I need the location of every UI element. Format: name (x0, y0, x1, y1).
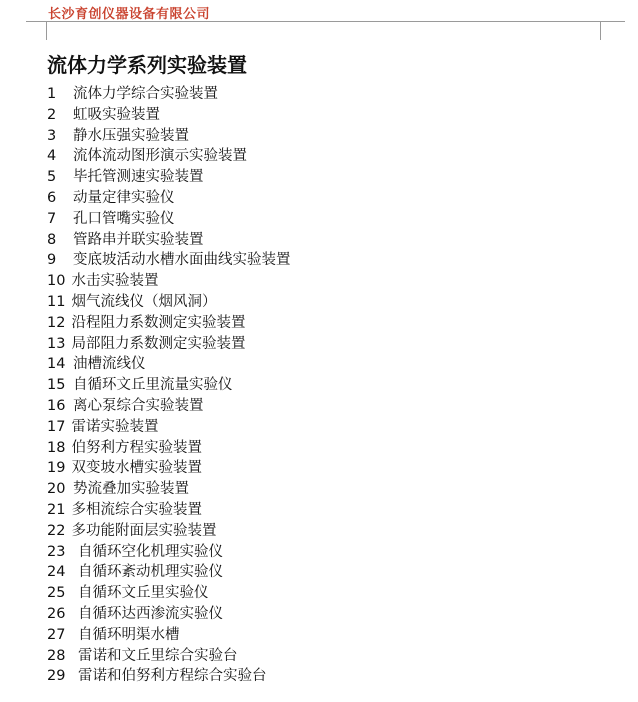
item-number: 4 (47, 148, 57, 165)
item-text: 多相流综合实验装置 (71, 501, 202, 518)
list-item (47, 458, 291, 479)
item-number: 27 (47, 626, 66, 643)
item-number: 1 (47, 86, 57, 102)
list-item (47, 250, 291, 271)
item-number: 16 (47, 397, 66, 414)
list-item (47, 438, 291, 459)
item-number: 29 (47, 668, 66, 685)
list-item (47, 292, 291, 313)
item-text: 油槽流线仪 (73, 356, 146, 373)
page-corner-mark-right (600, 21, 625, 40)
item-number: 28 (47, 647, 66, 664)
item-text: 局部阻力系数测定实验装置 (71, 335, 246, 352)
item-number: 26 (47, 605, 66, 622)
list-item (47, 126, 291, 147)
list-item (47, 604, 291, 625)
item-text: 管路串并联实验装置 (73, 231, 204, 248)
item-number: 19 (47, 460, 66, 477)
item-text: 自循环文丘里流量实验仪 (73, 377, 233, 394)
item-text: 自循环明渠水槽 (78, 626, 180, 643)
item-text: 动量定律实验仪 (73, 189, 175, 206)
list-item (47, 146, 291, 167)
header-company-name: 长沙育创仪器设备有限公司 (48, 7, 211, 22)
list-item (47, 188, 291, 209)
item-text: 毕托管测速实验装置 (73, 169, 204, 186)
item-text: 自循环空化机理实验仪 (78, 543, 223, 560)
item-text: 水击实验装置 (71, 273, 159, 290)
item-number: 18 (47, 439, 66, 456)
document-title: 流体力学系列实验装置 (47, 53, 247, 77)
list-item (47, 354, 291, 375)
list-item (47, 500, 291, 521)
list-item (47, 583, 291, 604)
item-number: 8 (47, 231, 57, 248)
item-number: 24 (47, 564, 66, 581)
item-text: 雷诺和文丘里综合实验台 (78, 647, 238, 664)
item-text: 孔口管嘴实验仪 (73, 210, 175, 227)
list-item (47, 417, 291, 438)
list-item (47, 334, 291, 355)
item-number: 14 (47, 356, 66, 373)
item-number: 9 (47, 252, 57, 269)
item-number: 22 (47, 522, 66, 539)
item-text: 雷诺和伯努利方程综合实验台 (78, 668, 267, 685)
item-number: 25 (47, 585, 66, 602)
list-item (47, 666, 291, 687)
item-number: 21 (47, 501, 66, 518)
item-number: 3 (47, 127, 57, 144)
list-item (47, 230, 291, 251)
list-item (47, 479, 291, 500)
list-item (47, 375, 291, 396)
item-text: 自循环文丘里实验仪 (78, 585, 209, 602)
item-number: 5 (47, 169, 57, 186)
item-number: 11 (47, 293, 66, 310)
item-number: 6 (47, 189, 57, 206)
list-item (47, 542, 291, 563)
item-text: 烟气流线仪（烟风洞） (71, 293, 217, 310)
item-number: 13 (47, 335, 66, 352)
list-item (47, 396, 291, 417)
item-text: 势流叠加实验装置 (73, 481, 189, 498)
item-text: 伯努利方程实验装置 (71, 439, 202, 456)
item-text: 双变坡水槽实验装置 (71, 460, 202, 477)
item-text: 离心泵综合实验装置 (73, 397, 204, 414)
item-text: 沿程阻力系数测定实验装置 (71, 314, 246, 331)
item-text: 多功能附面层实验装置 (71, 522, 217, 539)
item-text: 流体流动图形演示实验装置 (73, 148, 247, 165)
item-text: 静水压强实验装置 (73, 127, 189, 144)
header-rule (46, 21, 600, 22)
list-item (47, 562, 291, 583)
item-number: 17 (47, 418, 66, 435)
item-number: 10 (47, 273, 66, 290)
list-item (47, 84, 291, 105)
list-item (47, 105, 291, 126)
item-number: 15 (47, 377, 66, 394)
item-text: 自循环达西渗流实验仪 (78, 605, 223, 622)
item-number: 20 (47, 481, 66, 498)
list-item (47, 625, 291, 646)
equipment-list (47, 84, 291, 687)
item-number: 12 (47, 314, 66, 331)
list-item (47, 167, 291, 188)
list-item (47, 313, 291, 334)
item-text: 流体力学综合实验装置 (73, 86, 218, 102)
list-item (47, 521, 291, 542)
item-text: 雷诺实验装置 (71, 418, 159, 435)
item-text: 虹吸实验装置 (73, 106, 160, 123)
page-corner-mark-left (26, 21, 47, 40)
list-item (47, 209, 291, 230)
item-text: 自循环紊动机理实验仪 (78, 564, 223, 581)
item-text: 变底坡活动水槽水面曲线实验装置 (73, 252, 291, 269)
item-number: 2 (47, 106, 57, 123)
list-item (47, 271, 291, 292)
item-number: 7 (47, 210, 57, 227)
list-item (47, 646, 291, 667)
item-number: 23 (47, 543, 66, 560)
